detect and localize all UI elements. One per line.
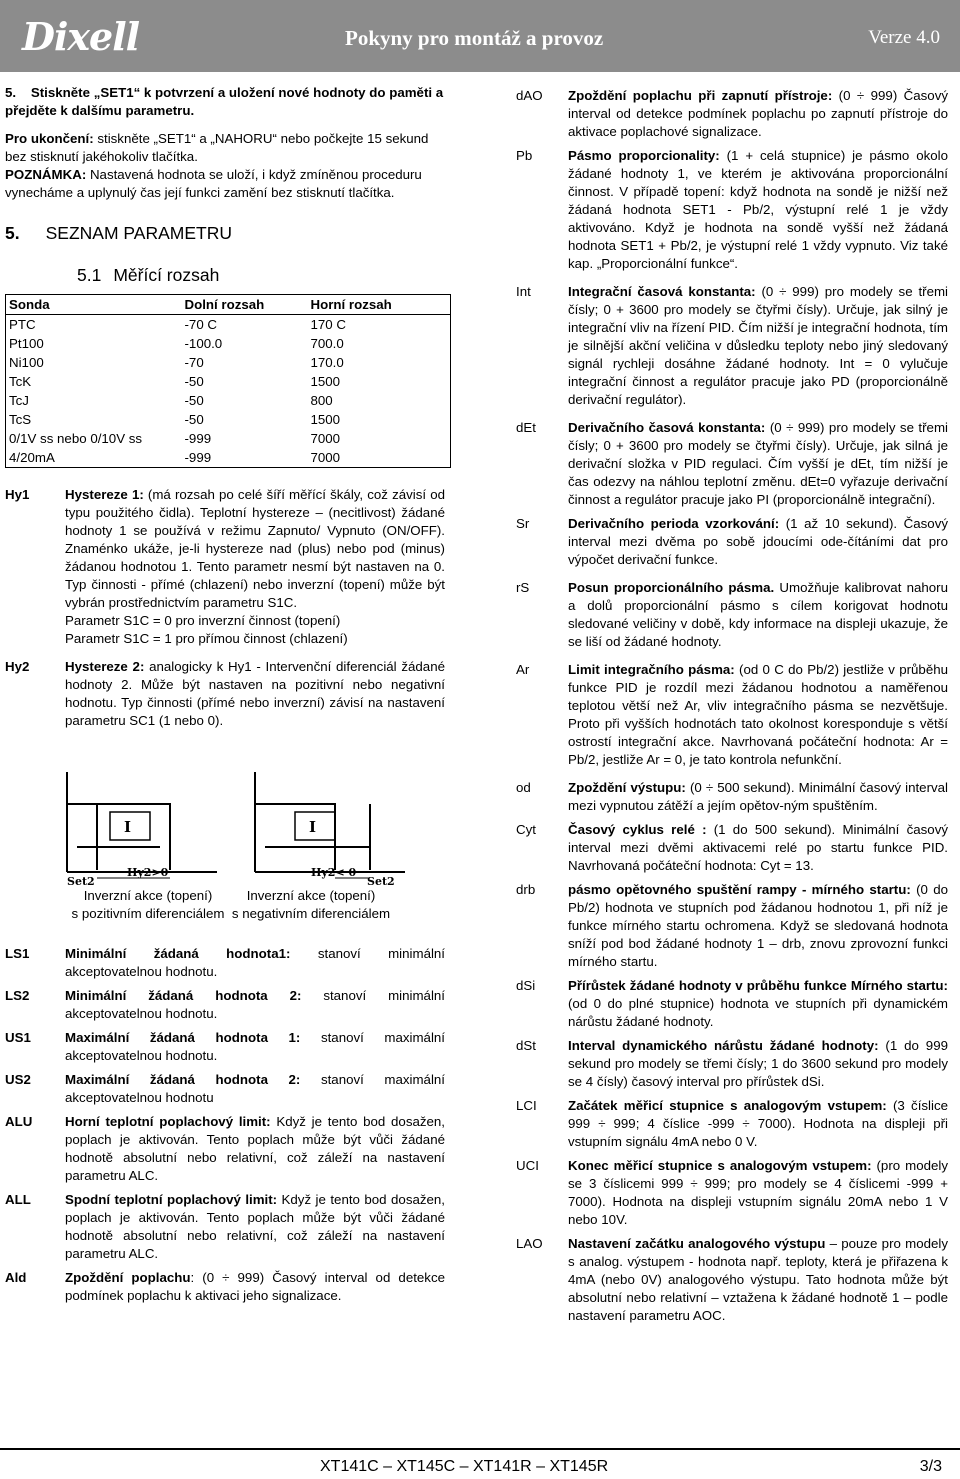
param-code: ALL <box>5 1192 31 1207</box>
param-description <box>65 486 445 648</box>
table-cell: -100.0 <box>184 335 223 351</box>
param-description <box>568 977 948 1031</box>
table-cell: -50 <box>184 411 204 427</box>
param-title: Horní teplotní poplachový limit: <box>65 1114 271 1129</box>
table-cell: 4/20mA <box>9 449 55 465</box>
footer-rule <box>0 1448 960 1450</box>
param-us1 <box>5 1029 445 1065</box>
param-code: Ald <box>5 1270 27 1285</box>
param-uci <box>516 1157 948 1229</box>
param-title: Integrační časová konstanta: <box>568 284 756 299</box>
param-title: Hystereze 2: <box>65 659 145 674</box>
step-5 <box>5 84 445 120</box>
param-title: pásmo opětovného spuštění rampy - mírného startu: <box>568 882 911 897</box>
param-description <box>568 821 948 875</box>
note-label: POZNÁMKA: <box>5 167 87 182</box>
param-description <box>568 579 948 651</box>
section-5-number: 5. <box>5 223 20 243</box>
caption-left-line1: Inverzní akce (topení) <box>83 888 213 903</box>
page-number: 3/3 <box>919 1458 942 1475</box>
param-code: Cyt <box>516 822 536 837</box>
param-description <box>568 779 948 815</box>
param-description <box>568 283 948 409</box>
table-cell: Pt100 <box>9 335 44 351</box>
param-text: : (0 ÷ 999) Časový interval od detekce podmínek poplachu k aktivaci jeho signalizace. <box>65 1270 445 1303</box>
param-ls2 <box>5 987 445 1023</box>
table-cell: 0/1V ss nebo 0/10V ss <box>9 430 143 446</box>
param-title: Časový cyklus relé : <box>568 822 707 837</box>
param-title: Nastavení začátku analogového výstupu <box>568 1236 826 1251</box>
param-dsi <box>516 977 948 1031</box>
param-text: (má rozsah po celé šíří měřící škály, což závisí od typu použitého čidla). Teplotní hystereze – (necitlivost) žádané hodnoty 1 se používá v režimu Zapnuto/ Vypnuto (ON/OFF). Znaménko ukáže, je-li hystereze nad (plus) nebo pod (minus) žádanou hodnotou 1. Tento parametr nesmí být nastaven na 0. Typ činnosti - přímé (chlazení) nebo inverzní (topení) může být vybrán prostřednictvím parametru S1C. <box>65 487 445 610</box>
footer-models: XT141C – XT145C – XT141R – XT145R <box>320 1458 609 1475</box>
param-code: ALU <box>5 1114 33 1129</box>
param-text: Když je tento bod dosažen, poplach je aktivován. Tento poplach může být vůči žádané hodnotě absolutní nebo relativní, což záleží na nastavení parametru ALC. <box>65 1192 445 1261</box>
param-text: (1 + celá stupnice) je pásmo okolo žádané hodnoty 1, ve kterém je aktivována proporcionální činnost. V případě topení: když hodnota na sondě je nižší než žádaná hodnota SET1 - Pb/2, výstupní relé 1 je vždy aktivováno. Když je hodnota na sondě vyšší než žádaná hodnota SET1 + Pb/2, je výstupní relé 1 vždy vypnuto. Viz také kap. „Proporcionální funkce“. <box>568 148 948 271</box>
table-row <box>6 448 451 468</box>
param-title: Maximální žádaná hodnota 1: <box>65 1030 301 1045</box>
param-title: Posun proporcionálního pásma. <box>568 580 775 595</box>
param-text: – pouze pro modely s analog. výstupem - hodnota např. teploty, která je přiřazena k 4mA (nebo 0V) analogového výstupu. Tato hodnota může být absolutní nebo relativní – vztažena k žádané hodnotě 1 – podle nastavení parametru AOC. <box>568 1236 948 1323</box>
param-dst <box>516 1037 948 1091</box>
param-text: stanoví maximální akceptovatelnou hodnotu. <box>65 1030 445 1063</box>
table-cell: 170 C <box>310 316 346 332</box>
param-title: Zpoždění poplachu <box>65 1270 191 1285</box>
table-cell: -50 <box>184 392 204 408</box>
param-description <box>65 987 445 1023</box>
param-code: US2 <box>5 1072 31 1087</box>
table-row <box>6 353 451 372</box>
param-text: (1 do 500 sekund). Minimální časový interval mezi dvěmi aktivacemi relé po startu funkce PID. Navrhovaná počáteční hodnota: Cyt = 13. <box>568 822 948 873</box>
param-s1c-1: Parametr S1C = 1 pro přímou činnost (chlazení) <box>65 631 348 646</box>
section-5-title: SEZNAM PARAMETRU <box>45 223 232 243</box>
section-5-1-title: Měřící rozsah <box>113 265 220 285</box>
param-title: Derivačního perioda vzorkování: <box>568 516 780 531</box>
param-hy1 <box>5 486 445 648</box>
left-hy2-label: Hy2>0 <box>127 866 169 879</box>
document-title: Pokyny pro montáž a provoz <box>345 26 604 50</box>
table-cell: 1500 <box>310 373 341 389</box>
param-description <box>568 515 948 569</box>
param-cyt <box>516 821 948 875</box>
table-cell: 7000 <box>310 430 341 446</box>
param-od <box>516 779 948 815</box>
diagram-right <box>255 772 405 878</box>
param-title: Minimální žádaná hodnota 2: <box>65 988 302 1003</box>
hysteresis-diagram-svg <box>5 752 445 887</box>
param-sr <box>516 515 948 569</box>
right-column <box>516 87 948 1325</box>
param-ar <box>516 661 948 769</box>
step-5-text: Stiskněte „SET1“ k potvrzení a uložení nové hodnoty do paměti a přejděte k dalšímu parametru. <box>5 85 444 118</box>
param-description <box>568 1235 948 1325</box>
param-title: Minimální žádaná hodnota1: <box>65 946 291 961</box>
step-5-number: 5. <box>5 85 17 100</box>
param-alu <box>5 1113 445 1185</box>
section-5-1-number: 5.1 <box>77 265 102 285</box>
page-footer <box>0 1448 960 1479</box>
param-text: (1 do 999 sekund pro modely se třemi čísly; 1 do 3600 sekund pro modely se 4 čísly) časový interval pro přírůstek dSi. <box>568 1038 948 1089</box>
param-text: (1 až 10 sekund). Časový interval mezi dvěma po sobě jdoucími ode-čítáními dat pro výpočet derivační funkce. <box>568 516 949 567</box>
param-rs <box>516 579 948 651</box>
param-title: Přírůstek žádané hodnoty v průběhu funkce Mírného startu: <box>568 978 948 993</box>
param-title: Derivačního časová konstanta: <box>568 420 766 435</box>
table-cell: -999 <box>184 430 212 446</box>
caption-right-line1: Inverzní akce (topení) <box>246 888 376 903</box>
table-cell: 7000 <box>310 449 341 465</box>
param-text: Když je tento bod dosažen, poplach je aktivován. Tento poplach může být vůči žádané hodnotě absolutní nebo relativní, což záleží na nastavení parametru ALC. <box>65 1114 445 1183</box>
param-text: (3 číslice 999 ÷ 999; 4 číslice -999 ÷ 7000). Hodnota na displeji při vstupním signálu 4mA nebo 0 V. <box>568 1098 948 1149</box>
param-title: Konec měřicí stupnice s analogovým vstupem: <box>568 1158 872 1173</box>
param-title: Hystereze 1: <box>65 487 144 502</box>
param-description <box>568 419 948 509</box>
table-cell: 800 <box>310 392 333 408</box>
table-row <box>6 334 451 353</box>
measuring-range-table <box>5 294 451 468</box>
param-lci <box>516 1097 948 1151</box>
param-description <box>568 147 948 273</box>
param-text: (0 do Pb/2) hodnota ve stupních pod žádanou hodnotou 1, při níž je funkce mírného startu ochromena. Když se sledovaná hodnota sníží pod bod žádané hodnoty 1 – drb, znovu zprovozní funkci mírného startu. <box>568 882 948 969</box>
param-code: rS <box>516 580 530 595</box>
param-description <box>65 1113 445 1185</box>
table-cell: -999 <box>184 449 212 465</box>
param-title: Maximální žádaná hodnota 2: <box>65 1072 301 1087</box>
param-code: dSt <box>516 1038 536 1053</box>
param-code: LAO <box>516 1236 543 1251</box>
left-set2-label: Set2 <box>67 875 95 887</box>
table-cell: 1500 <box>310 411 341 427</box>
left-column <box>5 84 445 1305</box>
param-text: (0 ÷ 999) pro modely se třemi čísly; 0 + 3600 pro modely se čtyřmi čísly). Určuje, jak silná je derivační složka v PID regulaci. Čím vyšší je dEt, tím nižší je čas odezvy na náhlou teplotní změnu. dEt=0 vyřazuje derivační činnost a regulátor pracuje jako PI (proporcionálně integrační). <box>568 420 948 507</box>
param-title: Zpoždění poplachu při zapnutí přístroje: <box>568 88 833 103</box>
param-us2 <box>5 1071 445 1107</box>
param-text: stanoví minimální akceptovatelnou hodnotu. <box>65 946 446 979</box>
param-code: US1 <box>5 1030 31 1045</box>
param-code: dEt <box>516 420 536 435</box>
param-text: (0 ÷ 999) pro modely se třemi čísly; 0 + 3600 pro modely se čtyřmi čísly). Určuje, jak silný je integrační vliv na řízení PID. Čím nižší je integrační hodnota, tím je silnější akční veličina v důsledku teploty nebo jiný sledovaný signál rychleji dosáhne žádané hodnoty. Int = 0 vylučuje integrační činnost a regulátor pracuje jako PD (proporcionálně derivační regulátor). <box>568 284 948 407</box>
table-header-row <box>6 295 451 315</box>
param-code: Sr <box>516 516 530 531</box>
note <box>5 166 445 202</box>
table-header: Dolní rozsah <box>182 295 308 315</box>
param-description <box>65 658 445 730</box>
param-title: Spodní teplotní poplachový limit: <box>65 1192 278 1207</box>
param-description <box>568 1097 948 1151</box>
left-hysteresis-line <box>67 804 170 870</box>
right-set2-label: Set2 <box>367 875 395 887</box>
caption-left-line2: s pozitivním diferenciálem <box>71 906 225 921</box>
param-text: (od 0 C do Pb/2) jestliže v průběhu funkce PID je rozdíl mezi žádanou hodnotou a naměřenou teplotou větší než Ar, vliv integračního pásma se nezvětšuje. Proto při vyšších hodnotách tato okolnost koresponduje s větší ostrostí integrační akce. Navrhovaná počáteční hodnota: Ar = Pb/2, jestliže Ar = 0, je tato kontrola nefunkční. <box>568 662 949 767</box>
table-cell: PTC <box>9 316 36 332</box>
param-ls1 <box>5 945 445 981</box>
param-code: Pb <box>516 148 533 163</box>
section-5-heading <box>5 224 445 242</box>
param-description <box>65 1269 445 1305</box>
param-description <box>65 1191 445 1263</box>
left-i-label: I <box>124 818 132 836</box>
table-cell: TcK <box>9 373 32 389</box>
param-dao <box>516 87 948 141</box>
param-description <box>65 1029 445 1065</box>
param-title: Zpoždění výstupu: <box>568 780 686 795</box>
end-label: Pro ukončení: <box>5 131 94 146</box>
param-description <box>568 1037 948 1091</box>
param-all <box>5 1191 445 1263</box>
table-cell: Ni100 <box>9 354 44 370</box>
param-code: LCI <box>516 1098 537 1113</box>
param-title: Začátek měřicí stupnice s analogovým vstupem: <box>568 1098 887 1113</box>
param-code: UCI <box>516 1158 539 1173</box>
end-text: stiskněte „SET1“ a „NAHORU“ nebo počkejte 15 sekund bez stisknutí jakéhokoliv tlačítka. <box>5 131 429 164</box>
right-hy2-label: Hy2< 0 <box>311 866 357 879</box>
param-pb <box>516 147 948 273</box>
table-row <box>6 429 451 448</box>
param-code: Ar <box>516 662 530 677</box>
param-code: Int <box>516 284 531 299</box>
hysteresis-diagram <box>5 752 445 887</box>
table-cell: TcJ <box>9 392 29 408</box>
param-int <box>516 283 948 409</box>
param-hy2 <box>5 658 445 730</box>
param-text: Umožňuje kalibrovat nahoru a dolů proporcionální pásmo s cílem korigovat hodnotu sledované veličiny v době, kdy informace na displeji ukazuje, že se liší od žádané hodnoty. <box>568 580 948 649</box>
param-ald <box>5 1269 445 1305</box>
table-header: Horní rozsah <box>308 295 451 315</box>
param-code: drb <box>516 882 536 897</box>
table-row <box>6 410 451 429</box>
table-cell: TcS <box>9 411 32 427</box>
param-code: LS1 <box>5 946 30 961</box>
param-description <box>65 945 445 981</box>
param-text: (pro modely se 3 číslicemi 999 ÷ 999; pro modely se 4 číslicemi -999 + 7000). Hodnota na displeji vstupním signálu 20mA nebo 1 V nebo 10V. <box>568 1158 948 1227</box>
param-code: dSi <box>516 978 536 993</box>
param-text: (0 ÷ 500 sekund). Minimální časový interval mezi vypnutou zátěží a jejím opětov-ným spuštěním. <box>568 780 948 813</box>
param-title: Interval dynamického nárůstu žádané hodnoty: <box>568 1038 879 1053</box>
param-code: od <box>516 780 531 795</box>
caption-right <box>231 887 391 923</box>
end-instruction <box>5 130 445 166</box>
param-text: stanoví maximální akceptovatelnou hodnotu <box>65 1072 445 1105</box>
param-text: (od 0 do plné stupnice) hodnota ve stupních při dynamickém nárůstu žádané hodnoty. <box>568 996 948 1029</box>
param-title: Limit integračního pásma: <box>568 662 735 677</box>
param-description <box>568 87 948 141</box>
param-det <box>516 419 948 509</box>
diagram-captions <box>5 887 445 923</box>
table-row <box>6 372 451 391</box>
param-text: (0 ÷ 999) Časový interval od detekce podmínek poplachu po zapnutí přístroje do aktivace poplachové signalizace. <box>568 88 948 139</box>
right-i-label: I <box>309 818 317 836</box>
param-code: LS2 <box>5 988 30 1003</box>
param-description <box>568 661 948 769</box>
param-code: Hy1 <box>5 487 30 502</box>
param-text: analogicky k Hy1 - Intervenční diferenciál žádané hodnoty 2. Může být nastaven na pozitivní nebo negativní hodnotu. Typ činnosti (přímé nebo inverzní) závisí na nastavení parametru SC1 (1 nebo 0). <box>65 659 445 728</box>
diagram-left <box>67 772 217 878</box>
param-title: Pásmo proporcionality: <box>568 148 720 163</box>
param-lao <box>516 1235 948 1325</box>
param-description <box>568 881 948 971</box>
document-version: Verze 4.0 <box>868 27 940 48</box>
dixell-logo: Dixell <box>22 14 140 59</box>
table-cell: -70 <box>184 354 204 370</box>
param-description <box>65 1071 445 1107</box>
table-cell: -70 C <box>184 316 218 332</box>
page-header <box>0 0 960 72</box>
table-header: Sonda <box>6 295 182 315</box>
param-drb <box>516 881 948 971</box>
table-cell: 170.0 <box>310 354 344 370</box>
table-row <box>6 391 451 410</box>
section-5-1-heading <box>77 266 445 284</box>
param-s1c-0: Parametr S1C = 0 pro inverzní činnost (topení) <box>65 613 341 628</box>
param-code: Hy2 <box>5 659 30 674</box>
table-cell: 700.0 <box>310 335 344 351</box>
param-text: stanoví minimální akceptovatelnou hodnotu. <box>65 988 445 1021</box>
note-text: Nastavená hodnota se uloží, i když zmíněnou proceduru vynecháme a uplynulý čas její funkci zamění bez stisknutí tlačítka. <box>5 167 422 200</box>
caption-right-line2: s negativním diferenciálem <box>231 906 391 921</box>
table-cell: -50 <box>184 373 204 389</box>
table-row <box>6 315 451 335</box>
param-description <box>568 1157 948 1229</box>
param-code: dAO <box>516 88 543 103</box>
